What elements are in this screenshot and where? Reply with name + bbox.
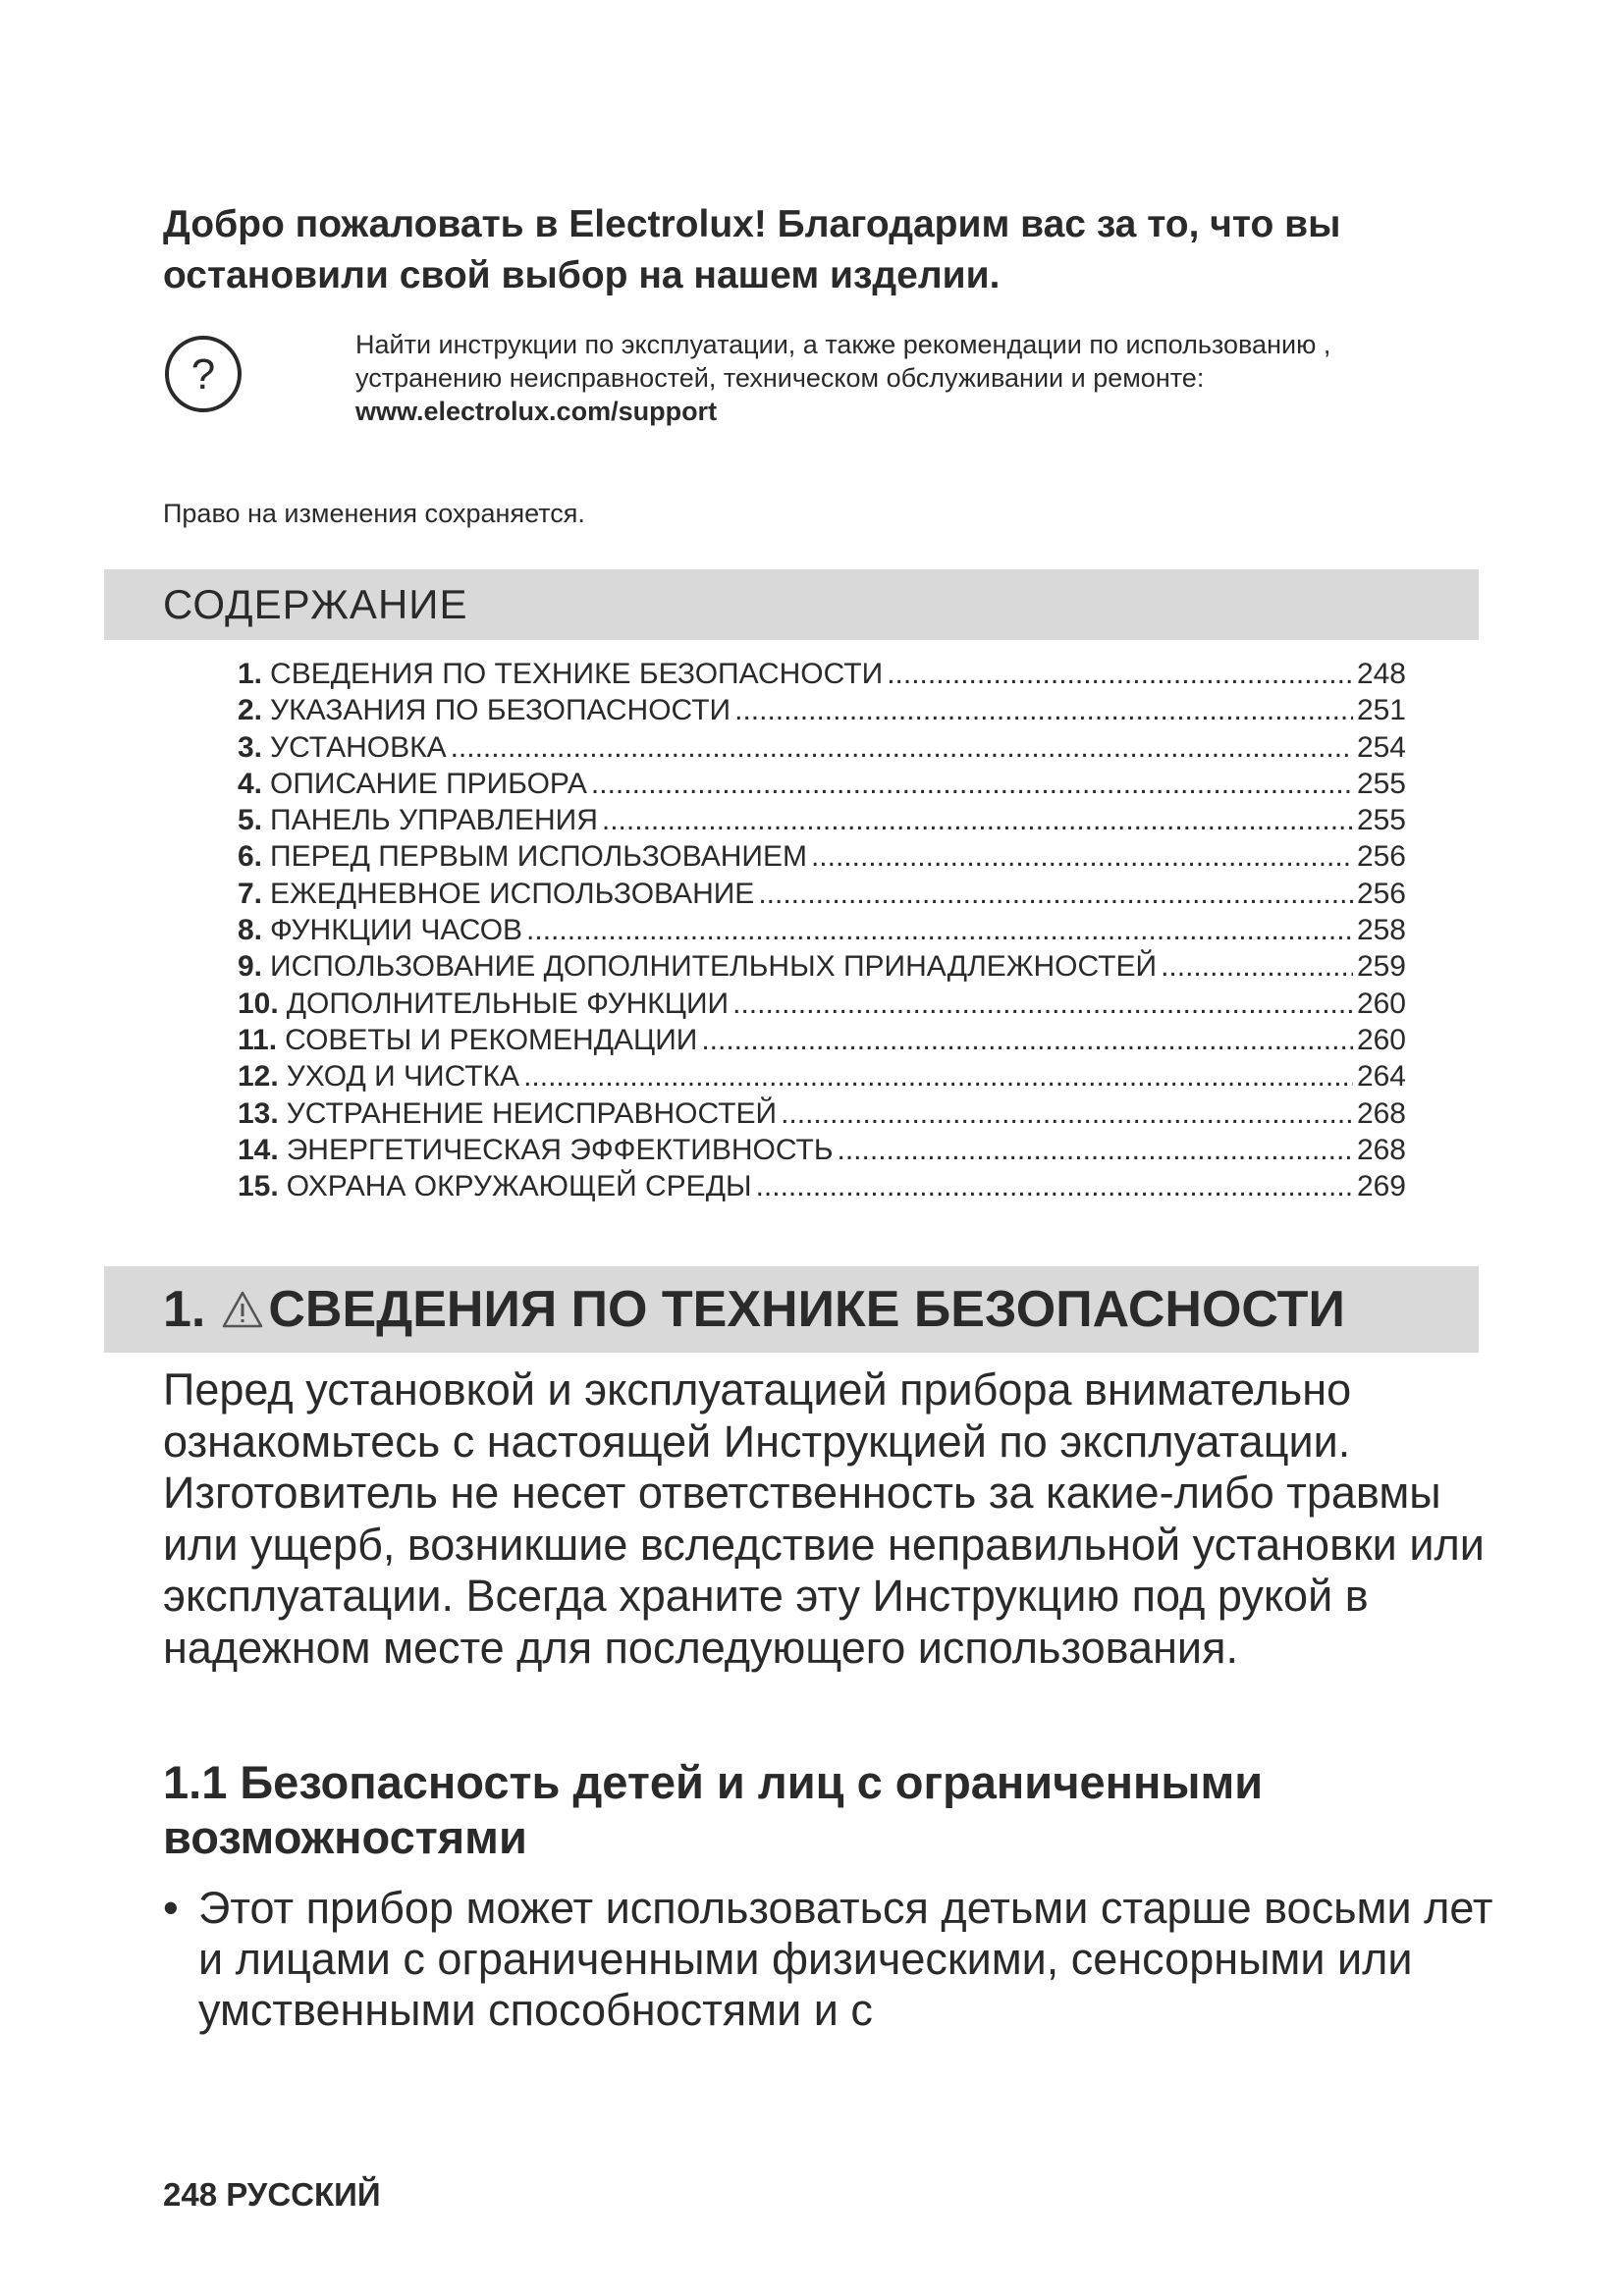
- toc-item-page: 259: [1356, 950, 1406, 984]
- toc-leader: [451, 729, 1353, 766]
- warning-triangle-icon: [221, 1290, 264, 1329]
- section-title: [163, 1279, 1345, 1340]
- toc-item[interactable]: [238, 656, 1406, 692]
- toc-item[interactable]: [238, 986, 1406, 1022]
- toc-item-label: УХОД И ЧИСТКА: [286, 1060, 520, 1094]
- toc-item-label: УСТАНОВКА: [270, 730, 447, 764]
- welcome-heading: [163, 199, 1479, 301]
- toc-item[interactable]: [238, 766, 1406, 802]
- toc-item-label: СВЕДЕНИЯ ПО ТЕХНИКЕ БЕЗОПАСНОСТИ: [270, 658, 884, 690]
- toc-item-page: 251: [1356, 694, 1406, 727]
- support-link[interactable]: www.electrolux.com/support: [355, 397, 718, 426]
- toc-item-page: 268: [1356, 1096, 1406, 1130]
- toc-item-number: 8.: [238, 914, 263, 947]
- toc-item-label: ПЕРЕД ПЕРВЫМ ИСПОЛЬЗОВАНИЕМ: [270, 840, 807, 874]
- bullet-item: [163, 1883, 1514, 2036]
- toc-item-page: 254: [1356, 730, 1406, 764]
- toc-title: СОДЕРЖАНИЕ: [163, 581, 468, 627]
- toc-item-page: 260: [1356, 1023, 1406, 1056]
- toc-leader: [887, 656, 1353, 692]
- table-of-contents: [238, 656, 1406, 1204]
- toc-item-number: 13.: [238, 1096, 279, 1130]
- toc-item-page: 255: [1356, 767, 1406, 800]
- bullet-text: Этот прибор может использоваться детьми старше восьми лет и лицами с ограниченными физическими, сенсорными или умственными способностями и с: [198, 1883, 1493, 2035]
- toc-leader: [602, 802, 1353, 838]
- toc-item-number: 2.: [238, 694, 263, 727]
- toc-leader: [701, 1022, 1353, 1058]
- toc-leader: [732, 986, 1353, 1022]
- toc-leader: [758, 876, 1353, 912]
- toc-item-page: 248: [1356, 658, 1406, 690]
- safety-intro-paragraph: Перед установкой и эксплуатацией прибора внимательно ознакомьтесь с настоящей Инструкцией по эксплуатации. Изготовитель не несет ответственность за какие-либо травмы или ущерб, возникшие вследствие неправильной установки или эксплуатации. Всегда храните эту Инструкцию под рукой в надежном месте для последующего использования.: [163, 1364, 1485, 1673]
- toc-item[interactable]: [238, 1058, 1406, 1095]
- toc-item-page: 264: [1356, 1060, 1406, 1094]
- bullet-marker: •: [163, 1883, 179, 1933]
- toc-item-number: 9.: [238, 950, 263, 984]
- toc-item-number: 6.: [238, 840, 263, 874]
- toc-leader: [734, 692, 1353, 728]
- toc-item[interactable]: [238, 1168, 1406, 1204]
- toc-item-number: 1.: [238, 658, 263, 690]
- toc-item-number: 10.: [238, 987, 279, 1020]
- subsection-title: 1.1 Безопасность детей и лиц с ограниченными возможностями: [163, 1756, 1264, 1863]
- toc-item-page: 268: [1356, 1133, 1406, 1166]
- support-line-1: Найти инструкции по эксплуатации, а также рекомендации по использованию ,: [355, 330, 1331, 359]
- toc-leader: [523, 1058, 1353, 1095]
- question-circle-icon: [163, 334, 244, 414]
- toc-item-label: УКАЗАНИЯ ПО БЕЗОПАСНОСТИ: [270, 694, 731, 727]
- toc-item[interactable]: [238, 1095, 1406, 1132]
- toc-item-number: 14.: [238, 1133, 279, 1166]
- toc-leader: [781, 1095, 1353, 1132]
- toc-item-number: 5.: [238, 804, 263, 837]
- toc-item-label: ЕЖЕДНЕВНОЕ ИСПОЛЬЗОВАНИЕ: [270, 877, 755, 910]
- toc-item-page: 256: [1356, 840, 1406, 874]
- toc-item-page: 258: [1356, 914, 1406, 947]
- svg-text:?: ?: [190, 350, 216, 399]
- page-footer: [163, 2175, 381, 2215]
- welcome-line-1: Добро пожаловать в Electrolux! Благодарим вас за то, что вы: [163, 203, 1341, 245]
- rights-notice: Право на изменения сохраняется.: [163, 499, 585, 528]
- toc-item[interactable]: [238, 1022, 1406, 1058]
- toc-item[interactable]: [238, 729, 1406, 766]
- toc-item-page: 256: [1356, 877, 1406, 910]
- language-label: РУССКИЙ: [226, 2176, 381, 2213]
- toc-item-number: 3.: [238, 730, 263, 764]
- toc-item[interactable]: [238, 912, 1406, 948]
- toc-item-page: 269: [1356, 1170, 1406, 1203]
- toc-leader: [526, 912, 1353, 948]
- section-title-text: СВЕДЕНИЯ ПО ТЕХНИКЕ БЕЗОПАСНОСТИ: [268, 1281, 1345, 1338]
- toc-item-number: 4.: [238, 767, 263, 800]
- toc-item[interactable]: [238, 802, 1406, 838]
- toc-item-label: ИСПОЛЬЗОВАНИЕ ДОПОЛНИТЕЛЬНЫХ ПРИНАДЛЕЖНОСТЕЙ: [270, 950, 1158, 984]
- toc-item-number: 7.: [238, 877, 263, 910]
- toc-leader: [838, 1132, 1353, 1168]
- welcome-line-2: остановили свой выбор на нашем изделии.: [163, 254, 1001, 296]
- support-info: [355, 328, 1475, 428]
- toc-item-number: 15.: [238, 1170, 279, 1203]
- toc-item-page: 260: [1356, 987, 1406, 1020]
- toc-item[interactable]: [238, 948, 1406, 985]
- toc-item[interactable]: [238, 692, 1406, 728]
- toc-item-label: УСТРАНЕНИЕ НЕИСПРАВНОСТЕЙ: [286, 1096, 778, 1130]
- toc-item[interactable]: [238, 838, 1406, 875]
- toc-item[interactable]: [238, 1132, 1406, 1168]
- support-line-2: устранению неисправностей, техническом обслуживании и ремонте:: [355, 363, 1205, 393]
- toc-item-number: 11.: [238, 1023, 278, 1056]
- toc-leader: [591, 766, 1353, 802]
- toc-leader: [1161, 948, 1353, 985]
- toc-item-label: ЭНЕРГЕТИЧЕСКАЯ ЭФФЕКТИВНОСТЬ: [286, 1133, 834, 1166]
- toc-leader: [756, 1168, 1353, 1204]
- toc-item-label: ОХРАНА ОКРУЖАЮЩЕЙ СРЕДЫ: [286, 1170, 752, 1203]
- toc-item-label: ДОПОЛНИТЕЛЬНЫЕ ФУНКЦИИ: [286, 987, 730, 1020]
- section-number: 1.: [163, 1281, 206, 1338]
- page-number: 248: [163, 2176, 218, 2213]
- toc-item-page: 255: [1356, 804, 1406, 837]
- toc-item-label: СОВЕТЫ И РЕКОМЕНДАЦИИ: [285, 1023, 698, 1056]
- toc-leader: [811, 838, 1353, 875]
- toc-item-label: ОПИСАНИЕ ПРИБОРА: [270, 767, 587, 800]
- toc-item[interactable]: [238, 876, 1406, 912]
- toc-item-label: ПАНЕЛЬ УПРАВЛЕНИЯ: [270, 804, 598, 837]
- toc-item-label: ФУНКЦИИ ЧАСОВ: [270, 914, 523, 947]
- toc-item-number: 12.: [238, 1060, 279, 1094]
